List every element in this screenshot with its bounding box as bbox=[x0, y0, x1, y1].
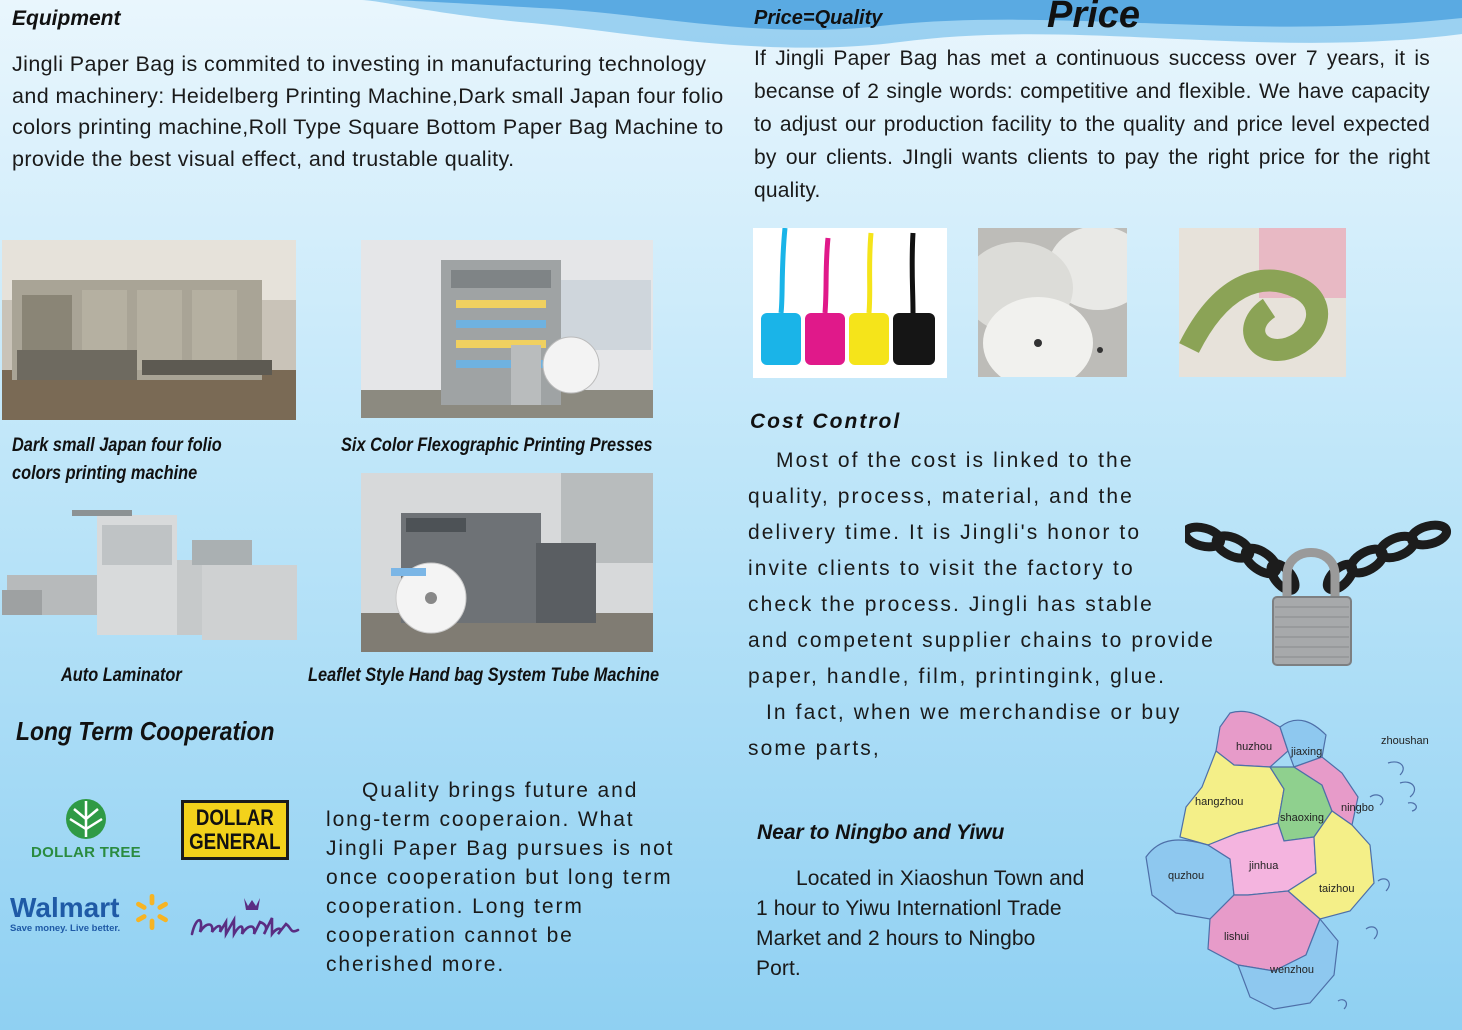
cost-line: quality, process, material, and the bbox=[748, 485, 1134, 508]
jiaxing-label: jiaxing bbox=[1291, 746, 1323, 758]
ink-colors-photo bbox=[753, 228, 947, 378]
location-heading: Near to Ningbo and Yiwu bbox=[757, 821, 1005, 844]
lishui-label: lishui bbox=[1224, 931, 1250, 943]
cost-line: delivery time. It is Jingli's honor to bbox=[748, 521, 1142, 544]
price-text: If Jingli Paper Bag has met a continuous success over 7 years, it is becanse of 2 single words: competitive and flexible. We have capacity to adjust our production facility to the quality and price level expected by our clients. JIngli wants clients to pay the right price for the right quality. bbox=[754, 47, 1430, 202]
equipment-text: Jingli Paper Bag is commited to investing in manufacturing technology and machinery: Heidelberg Printing Machine,Dark small Japan four folio colors printing machine,Roll Type Square Bottom Paper Bag Machine to provide the best visual effect, and trustable quality. bbox=[12, 52, 724, 171]
shaoxing-label: shaoxing bbox=[1280, 812, 1325, 824]
ningbo-label: ningbo bbox=[1341, 802, 1375, 814]
jinhua-label: jinhua bbox=[1249, 860, 1279, 872]
paper-rolls-photo bbox=[978, 228, 1127, 377]
taizhou-label: taizhou bbox=[1319, 883, 1355, 895]
printing-machine-caption: Dark small Japan four folio colors printing machine bbox=[12, 435, 222, 484]
location-text: Located in Xiaoshun Town and 1 hour to Yiwu Internationl Trade Market and 2 hours to Ningbo Port. bbox=[756, 867, 1085, 980]
price-title: Price bbox=[1047, 0, 1140, 36]
wenzhou-label: wenzhou bbox=[1270, 964, 1315, 976]
walmart-tagline: Save money. Live better. bbox=[10, 923, 121, 934]
chain-padlock-icon bbox=[1185, 515, 1460, 670]
tube-machine-photo bbox=[361, 473, 653, 652]
cost-line: some parts, bbox=[748, 737, 881, 760]
zhejiang-map bbox=[1138, 705, 1438, 1023]
dollar-tree-logo bbox=[26, 797, 146, 867]
dollar-general-logo bbox=[181, 800, 289, 860]
ribbon-photo bbox=[1179, 228, 1346, 377]
quzhou-label: quzhou bbox=[1168, 870, 1205, 882]
zhoushan-label: zhoushan bbox=[1381, 735, 1429, 747]
cost-line: check the process. Jingli has stable bbox=[748, 593, 1154, 616]
crown-icon bbox=[186, 894, 311, 944]
cost-line: Most of the cost is linked to the bbox=[776, 449, 1134, 472]
printing-machine-photo bbox=[2, 240, 296, 420]
auto-laminator-photo bbox=[2, 505, 302, 645]
cost-heading: Cost Control bbox=[750, 410, 902, 433]
cost-line: paper, handle, film, printingink, glue. bbox=[748, 665, 1167, 688]
huzhou-label: huzhou bbox=[1236, 741, 1273, 753]
cooperation-heading: Long Term Cooperation bbox=[16, 716, 275, 746]
hangzhou-label: hangzhou bbox=[1195, 796, 1244, 808]
walmart-text: Walmart bbox=[10, 892, 120, 923]
flexographic-press-caption: Six Color Flexographic Printing Presses bbox=[341, 435, 653, 456]
walmart-logo bbox=[10, 893, 180, 943]
hallmark-logo bbox=[186, 894, 311, 944]
dollar-tree-icon bbox=[26, 797, 146, 839]
cost-line: invite clients to visit the factory to bbox=[748, 557, 1135, 580]
walmart-spark-icon bbox=[132, 893, 172, 931]
equipment-heading: Equipment bbox=[12, 7, 121, 30]
tube-machine-caption: Leaflet Style Hand bag System Tube Machine bbox=[308, 665, 660, 686]
cost-line: In fact, when we merchandise or buy bbox=[766, 701, 1182, 724]
auto-laminator-caption: Auto Laminator bbox=[61, 665, 182, 686]
cooperation-text: Quality brings future and long-term cooperaion. What Jingli Paper Bag pursues is not once cooperation but long term cooperation. Long term cooperation cannot be cherished more. bbox=[326, 779, 675, 976]
dollar-tree-text: DOLLAR TREE bbox=[31, 844, 141, 861]
price-heading: Price=Quality bbox=[754, 7, 883, 29]
dollar-general-line1: DOLLAR bbox=[196, 805, 274, 830]
flexographic-press-photo bbox=[361, 240, 653, 418]
dollar-general-line2: GENERAL bbox=[189, 829, 281, 854]
cost-line: and competent supplier chains to provide bbox=[748, 629, 1215, 652]
